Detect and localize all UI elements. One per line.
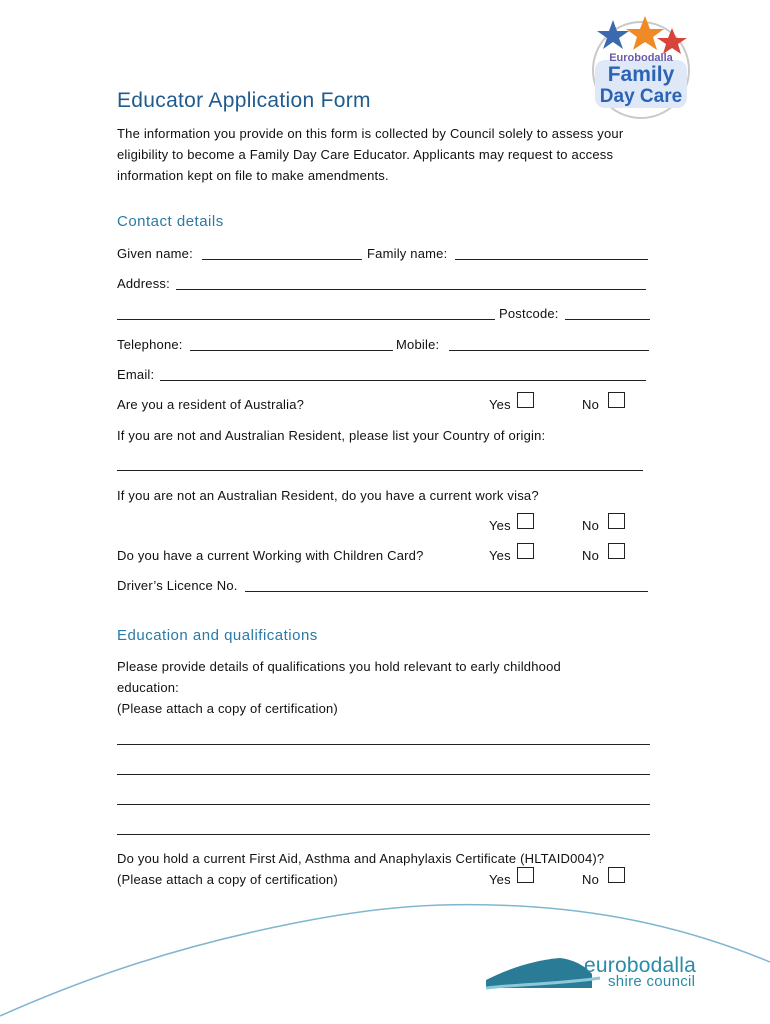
visa-no-checkbox[interactable] [608,513,625,529]
address-label: Address: [117,276,170,291]
licence-label: Driver’s Licence No. [117,578,238,593]
first-aid-no-label: No [582,872,600,887]
country-of-origin-field[interactable] [117,470,643,471]
intro-line-1: The information you provide on this form is collected by Council solely to assess your [117,126,624,141]
contact-details-heading: Contact details [117,213,224,230]
email-field[interactable] [160,380,646,381]
postcode-field[interactable] [565,319,650,320]
address-field-line-2[interactable] [117,319,495,320]
education-line-2: education: [117,680,179,695]
first-aid-no-checkbox[interactable] [608,867,625,883]
visa-question: If you are not an Australian Resident, do you have a current work visa? [117,488,539,503]
logo-line2: Day Care [599,86,683,107]
resident-no-label: No [582,397,600,412]
address-field-line-1[interactable] [176,289,646,290]
family-name-label: Family name: [367,246,448,261]
council-logo [584,955,714,995]
wwcc-no-label: No [582,548,600,563]
qualification-field-1[interactable] [117,744,650,745]
qualification-field-4[interactable] [117,834,650,835]
mobile-field[interactable] [449,350,649,351]
given-name-field[interactable] [202,259,362,260]
family-name-field[interactable] [455,259,648,260]
family-day-care-logo [585,14,697,120]
council-logo-line2: shire council [608,973,696,990]
logo-line1: Family [607,63,675,86]
mobile-label: Mobile: [396,337,440,352]
first-aid-yes-checkbox[interactable] [517,867,534,883]
qualification-field-2[interactable] [117,774,650,775]
first-aid-question: Do you hold a current First Aid, Asthma and Anaphylaxis Certificate (HLTAID004)? [117,851,605,866]
qualification-field-3[interactable] [117,804,650,805]
telephone-label: Telephone: [117,337,183,352]
page-title: Educator Application Form [117,89,371,112]
education-line-3: (Please attach a copy of certification) [117,701,338,716]
wwcc-yes-checkbox[interactable] [517,543,534,559]
licence-field[interactable] [245,591,648,592]
resident-yes-label: Yes [489,397,511,412]
telephone-field[interactable] [190,350,393,351]
postcode-label: Postcode: [499,306,559,321]
wwcc-question: Do you have a current Working with Children Card? [117,548,424,563]
email-label: Email: [117,367,155,382]
intro-line-3: information kept on file to make amendments. [117,168,389,183]
resident-yes-checkbox[interactable] [517,392,534,408]
logo-top-word: Eurobodalla [609,52,673,64]
resident-question: Are you a resident of Australia? [117,397,305,412]
first-aid-yes-label: Yes [489,872,511,887]
given-name-label: Given name: [117,246,193,261]
visa-yes-label: Yes [489,518,511,533]
intro-line-2: eligibility to become a Family Day Care Educator. Applicants may request to access [117,147,614,162]
first-aid-note: (Please attach a copy of certification) [117,872,338,887]
education-line-1: Please provide details of qualifications you hold relevant to early childhood [117,659,561,674]
wwcc-no-checkbox[interactable] [608,543,625,559]
visa-yes-checkbox[interactable] [517,513,534,529]
education-heading: Education and qualifications [117,627,318,644]
origin-question: If you are not and Australian Resident, please list your Country of origin: [117,428,546,443]
council-logo-line1: eurobodalla [584,954,696,977]
resident-no-checkbox[interactable] [608,392,625,408]
visa-no-label: No [582,518,600,533]
wwcc-yes-label: Yes [489,548,511,563]
